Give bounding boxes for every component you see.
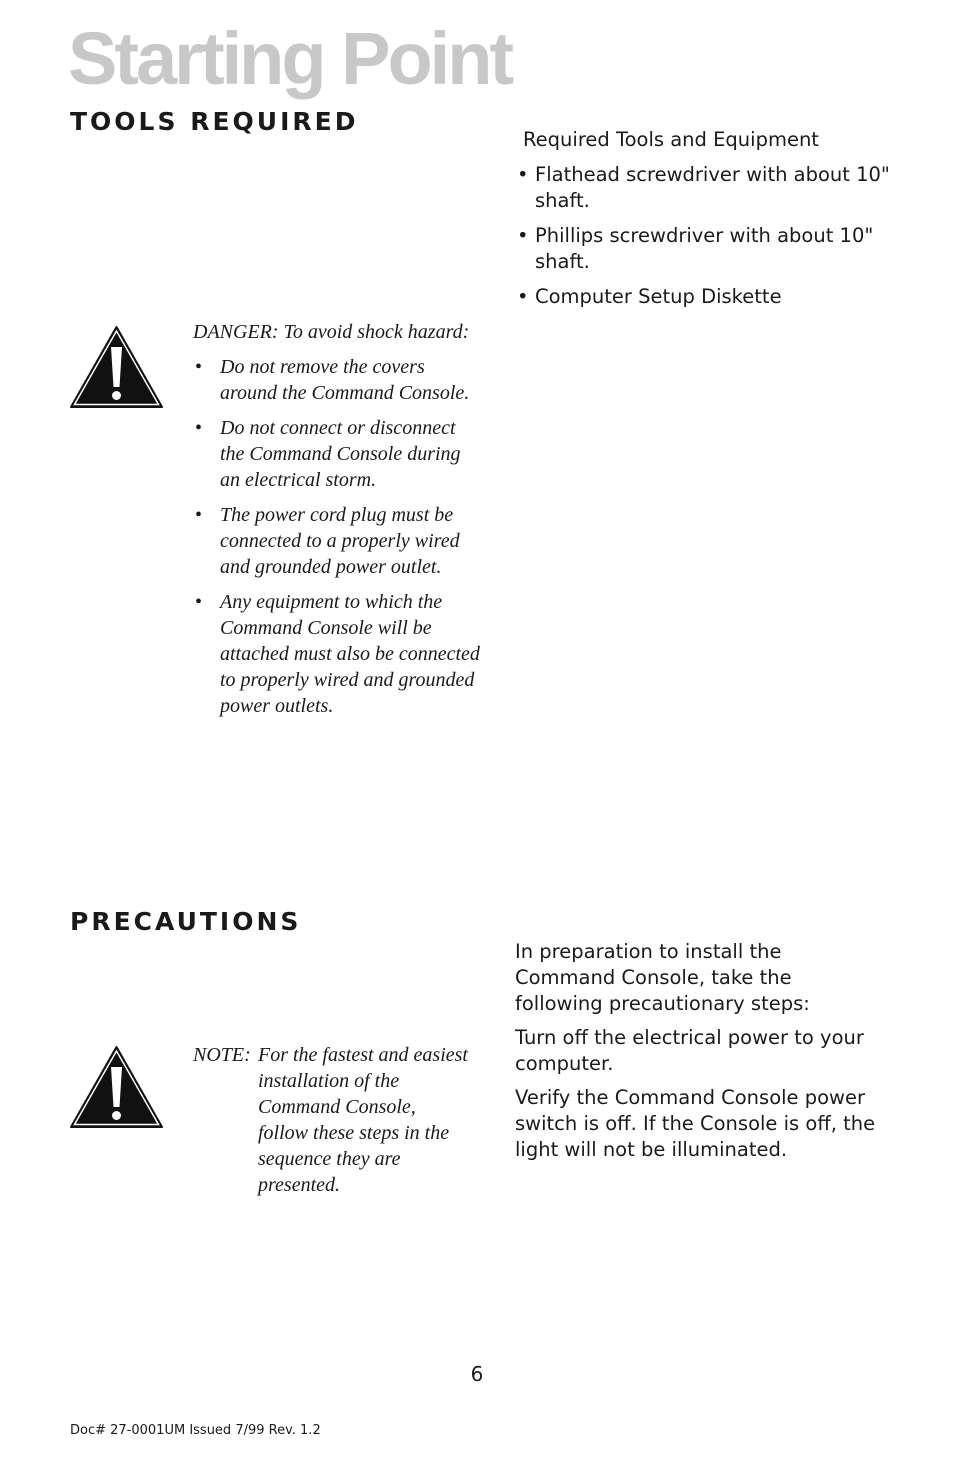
list-item: • The power cord plug must be connected to a properly wired and grounded power outlet. <box>193 502 483 580</box>
list-item: • Phillips screwdriver with about 10" shaft. <box>515 223 895 275</box>
list-item: • Do not connect or disconnect the Command Console during an electrical storm. <box>193 415 483 493</box>
page-title: Starting Point <box>68 17 512 100</box>
precautions-text-block <box>515 939 885 1171</box>
precautions-paragraph: Verify the Command Console power switch is off. If the Console is off, the light will not be illuminated. <box>515 1086 876 1161</box>
precautions-paragraph: Turn off the electrical power to your computer. <box>515 1026 864 1075</box>
document-footer: Doc# 27-0001UM Issued 7/99 Rev. 1.2 <box>70 1423 321 1438</box>
tools-list-block <box>515 127 895 319</box>
warning-triangle-icon <box>69 1045 164 1129</box>
tools-list <box>515 162 895 310</box>
precautions-paragraph: In preparation to install the Command Console, take the following precautionary steps: <box>515 940 810 1015</box>
tools-list-title: Required Tools and Equipment <box>523 128 819 151</box>
list-item: • Flathead screwdriver with about 10" shaft. <box>515 162 895 214</box>
list-item: • Any equipment to which the Command Console will be attached must also be connected to properly wired and grounded power outlets. <box>193 589 483 719</box>
note-block <box>193 1042 468 1198</box>
list-item: • Computer Setup Diskette <box>515 284 895 310</box>
precautions-heading: PRECAUTIONS <box>70 907 302 936</box>
note-text: For the fastest and easiest installation of the Command Console, follow these steps in the sequence they are presented. <box>258 1044 468 1196</box>
page-number: 6 <box>470 1362 484 1386</box>
danger-list <box>193 354 483 719</box>
danger-title: DANGER: To avoid shock hazard: <box>193 321 470 343</box>
note-label: NOTE: <box>193 1044 251 1066</box>
list-item: • Do not remove the covers around the Command Console. <box>193 354 483 406</box>
tools-required-heading: TOOLS REQUIRED <box>70 107 359 136</box>
warning-triangle-icon <box>69 325 164 409</box>
danger-block <box>193 319 483 728</box>
